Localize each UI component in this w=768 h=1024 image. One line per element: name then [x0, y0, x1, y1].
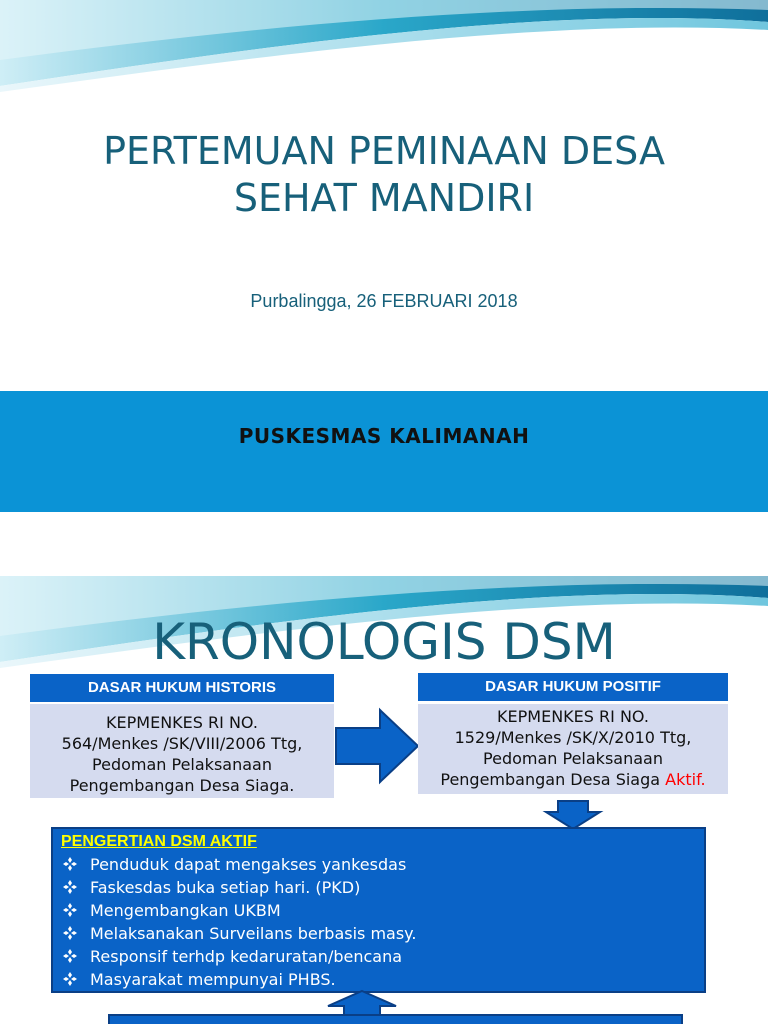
historical-line-1: KEPMENKES RI NO.	[106, 713, 258, 732]
historical-line-3: Pedoman Pelaksanaan	[92, 755, 272, 774]
list-item-text: Melaksanakan Surveilans berbasis masy.	[90, 924, 417, 943]
historical-line-2: 564/Menkes /SK/VIII/2006 Ttg,	[61, 734, 303, 753]
arrow-right-icon	[334, 708, 420, 784]
slide-title: KRONOLOGIS DSM	[152, 613, 616, 671]
list-item-text: Masyarakat mempunyai PHBS.	[90, 970, 336, 989]
list-item	[61, 899, 416, 922]
list-item-text: Faskesdas buka setiap hari. (PKD)	[90, 878, 361, 897]
organization-name: PUSKESMAS KALIMANAH	[238, 424, 530, 448]
list-item	[61, 922, 416, 945]
swoosh-decoration	[0, 0, 768, 100]
slide-subtitle: Purbalingga, 26 FEBRUARI 2018	[250, 291, 518, 311]
positive-line-2: 1529/Menkes /SK/X/2010 Ttg,	[454, 728, 692, 747]
list-item	[61, 968, 416, 991]
list-item-text: Penduduk dapat mengakses yankesdas	[90, 855, 407, 874]
historical-basis-header: DASAR HUKUM HISTORIS	[30, 674, 334, 702]
chronology-slide	[0, 576, 768, 1024]
diamond-bullet-icon	[63, 949, 77, 963]
definition-box	[51, 827, 706, 993]
positive-line-1: KEPMENKES RI NO.	[497, 707, 649, 726]
diamond-bullet-icon	[63, 926, 77, 940]
positive-basis-content	[418, 704, 728, 794]
positive-line-4-text: Pengembangan Desa Siaga	[440, 770, 661, 789]
title-line-1: PERTEMUAN PEMINAAN DESA	[103, 129, 665, 173]
positive-line-3: Pedoman Pelaksanaan	[483, 749, 663, 768]
arrow-down-icon	[544, 800, 602, 830]
active-highlight: Aktif.	[665, 770, 706, 789]
definition-heading: PENGERTIAN DSM AKTIF	[61, 833, 257, 850]
list-item	[61, 945, 416, 968]
diamond-bullet-icon	[63, 857, 77, 871]
diamond-bullet-icon	[63, 972, 77, 986]
historical-line-4: Pengembangan Desa Siaga.	[69, 776, 295, 795]
definition-list	[61, 853, 416, 991]
slide-title	[0, 128, 768, 222]
diamond-bullet-icon	[63, 880, 77, 894]
next-box	[108, 1014, 683, 1024]
list-item	[61, 876, 416, 899]
historical-basis-content	[30, 704, 334, 798]
title-line-2: SEHAT MANDIRI	[233, 176, 535, 220]
positive-line-4	[418, 769, 728, 790]
list-item-text: Mengembangkan UKBM	[90, 901, 281, 920]
list-item-text: Responsif terhdp kedaruratan/bencana	[90, 947, 403, 966]
list-item	[61, 853, 416, 876]
diamond-bullet-icon	[63, 903, 77, 917]
organization-band	[0, 391, 768, 512]
slide-gap	[0, 555, 768, 576]
positive-basis-header: DASAR HUKUM POSITIF	[418, 673, 728, 701]
